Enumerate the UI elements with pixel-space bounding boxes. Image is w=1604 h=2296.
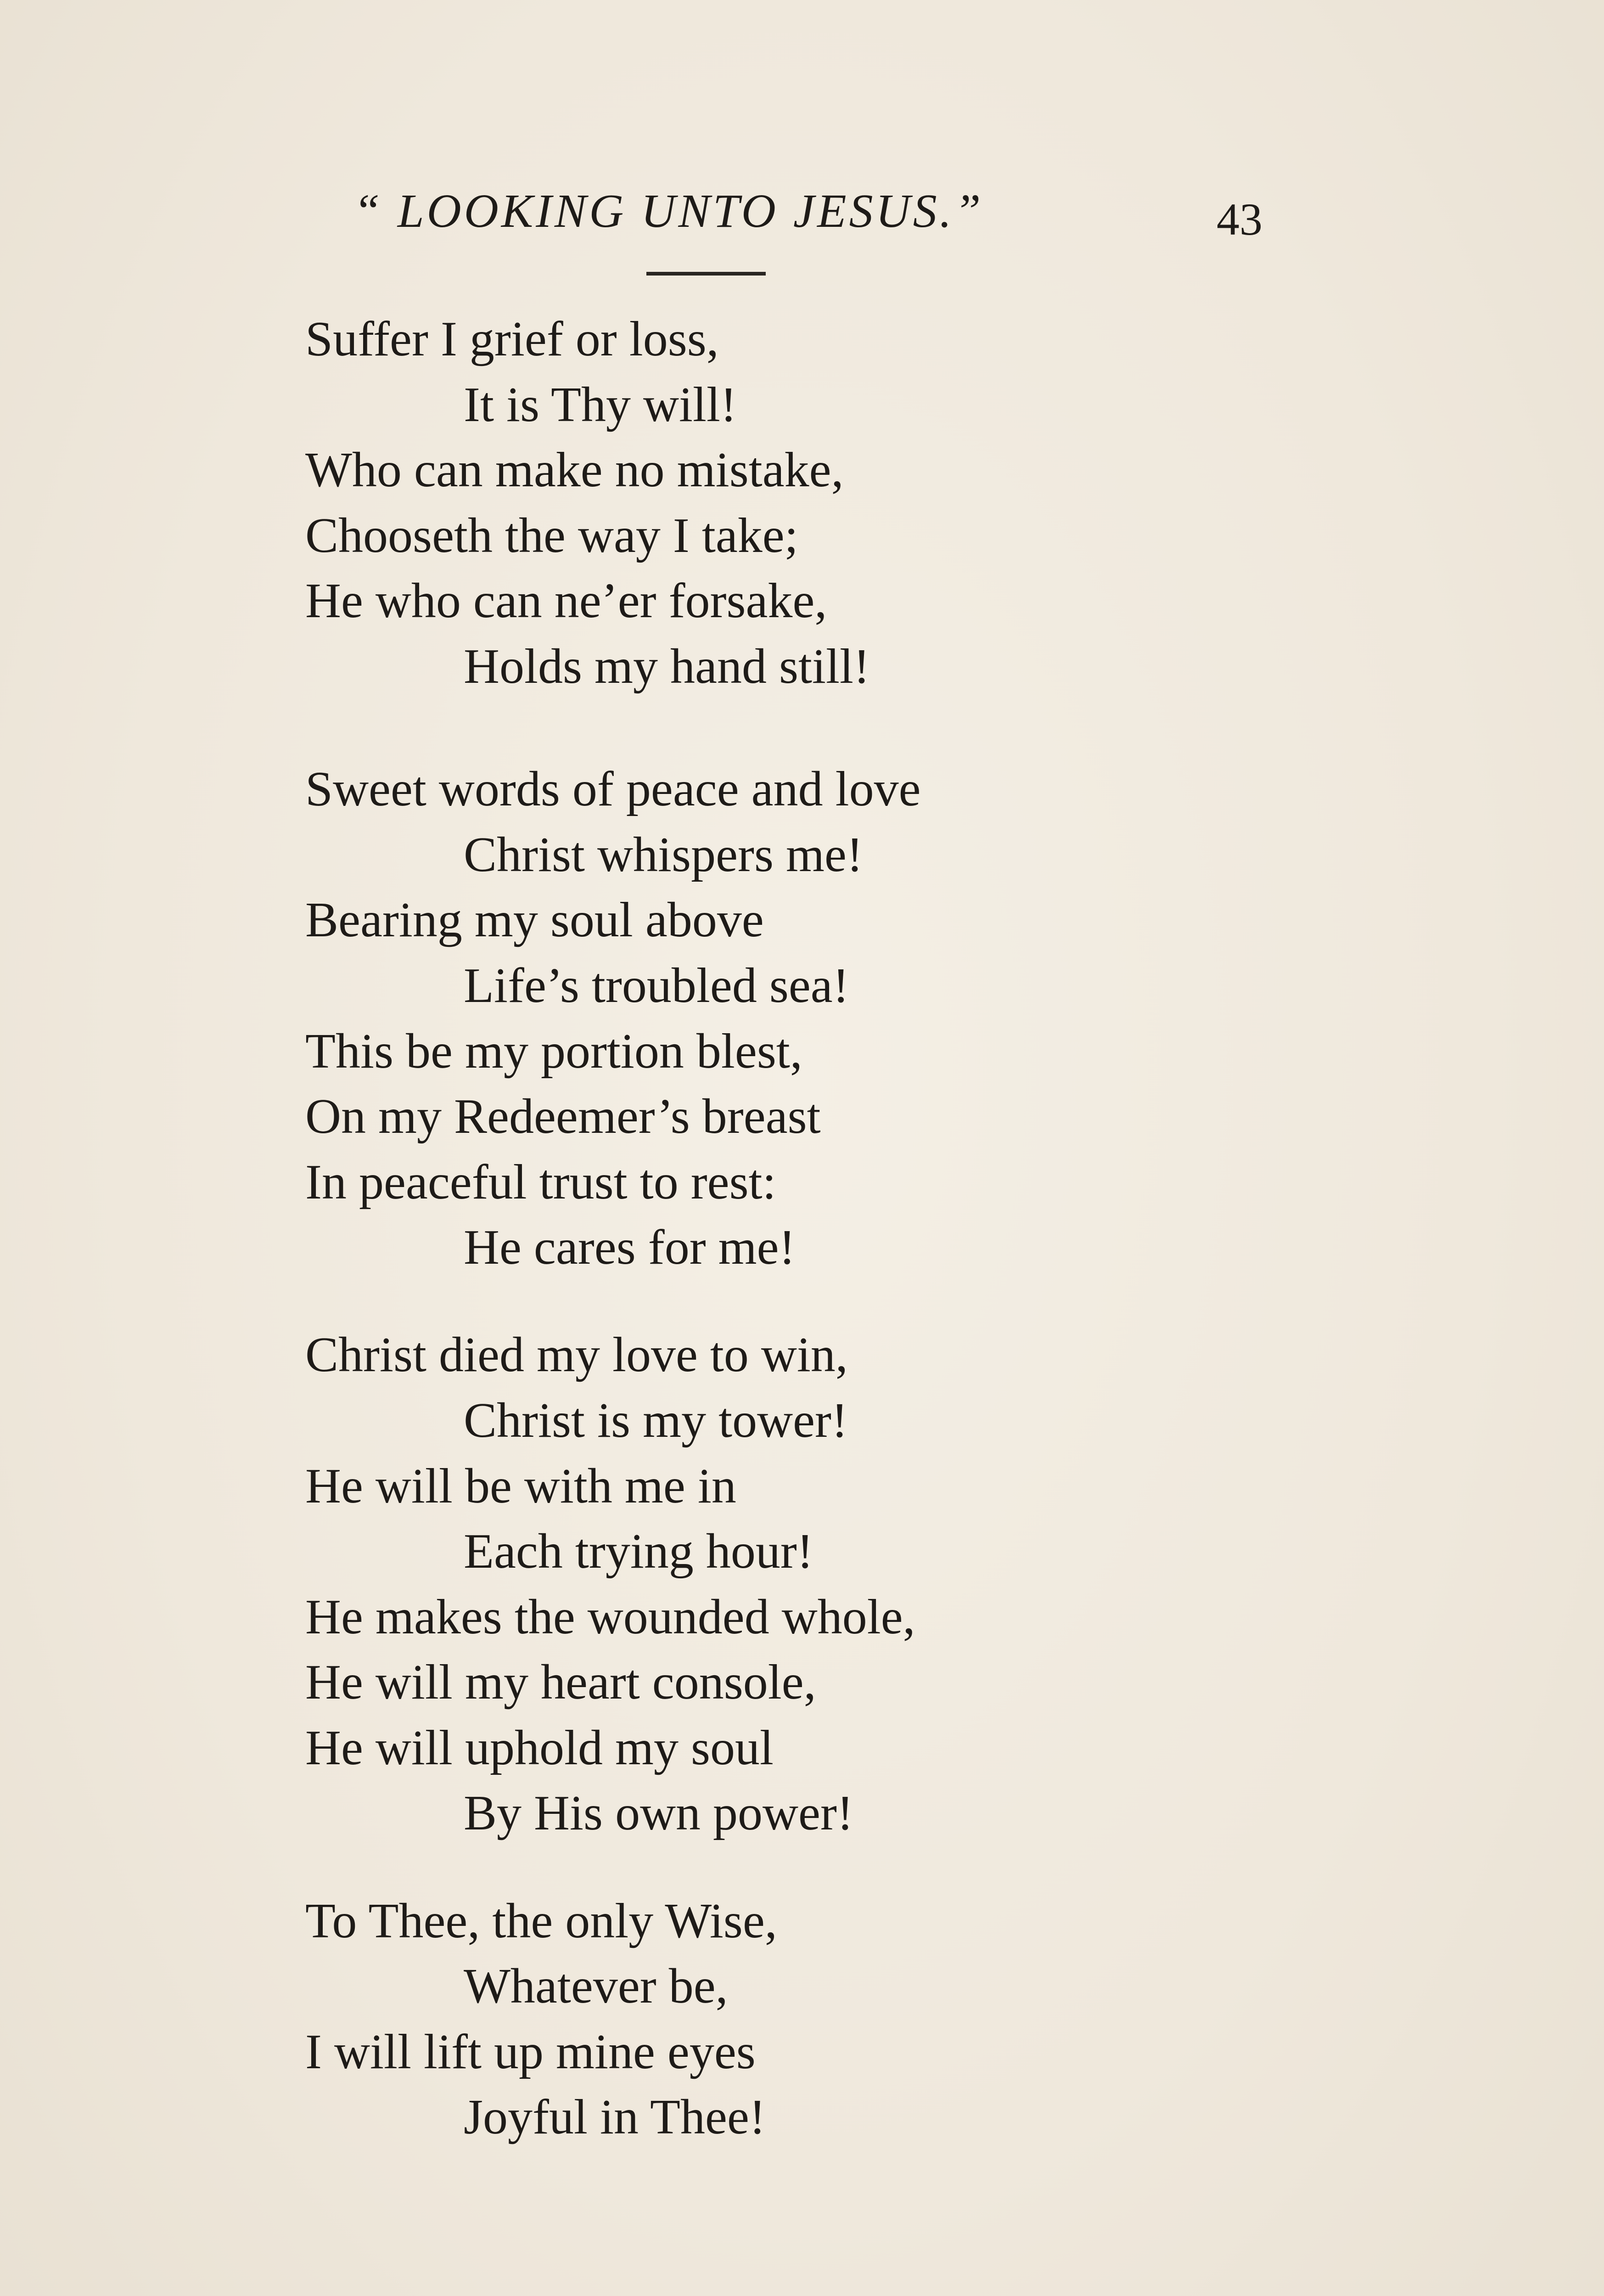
- poem-line: He will my heart console,: [305, 1655, 816, 1710]
- poem-line: Chooseth the way I take;: [305, 508, 798, 563]
- poem-line: Christ is my tower!: [464, 1393, 848, 1448]
- poem-line: It is Thy will!: [464, 377, 737, 432]
- poem-line: Suffer I grief or loss,: [305, 312, 719, 366]
- poem-line: He will be with me in: [305, 1459, 736, 1514]
- poem-line: Life’s troubled sea!: [464, 958, 849, 1013]
- poem-line: Sweet words of peace and love: [305, 762, 921, 816]
- poem-line: Holds my hand still!: [464, 639, 870, 694]
- poem-line: This be my portion blest,: [305, 1024, 802, 1079]
- header-rule: [646, 272, 766, 276]
- poem-line: Whatever be,: [464, 1959, 728, 2014]
- poem-line: In peaceful trust to rest:: [305, 1155, 776, 1210]
- poem-line: To Thee, the only Wise,: [305, 1894, 777, 1948]
- poem-line: Each trying hour!: [464, 1524, 813, 1579]
- poem-line: He will uphold my soul: [305, 1721, 774, 1775]
- poem-line: Christ died my love to win,: [305, 1328, 848, 1382]
- running-header: “ LOOKING UNTO JESUS.”: [353, 185, 984, 237]
- page-number: 43: [1217, 194, 1262, 245]
- poem-line: He makes the wounded whole,: [305, 1590, 915, 1644]
- poem-line: Joyful in Thee!: [464, 2090, 766, 2144]
- poem-line: Bearing my soul above: [305, 893, 764, 947]
- poem-line: He cares for me!: [464, 1220, 796, 1275]
- poem-line: He who can ne’er forsake,: [305, 574, 827, 628]
- poem-line: Christ whispers me!: [464, 827, 863, 882]
- poem-line: I will lift up mine eyes: [305, 2025, 756, 2079]
- poem-line: Who can make no mistake,: [305, 443, 844, 497]
- poem-line: By His own power!: [464, 1786, 853, 1840]
- poem-line: On my Redeemer’s breast: [305, 1089, 821, 1144]
